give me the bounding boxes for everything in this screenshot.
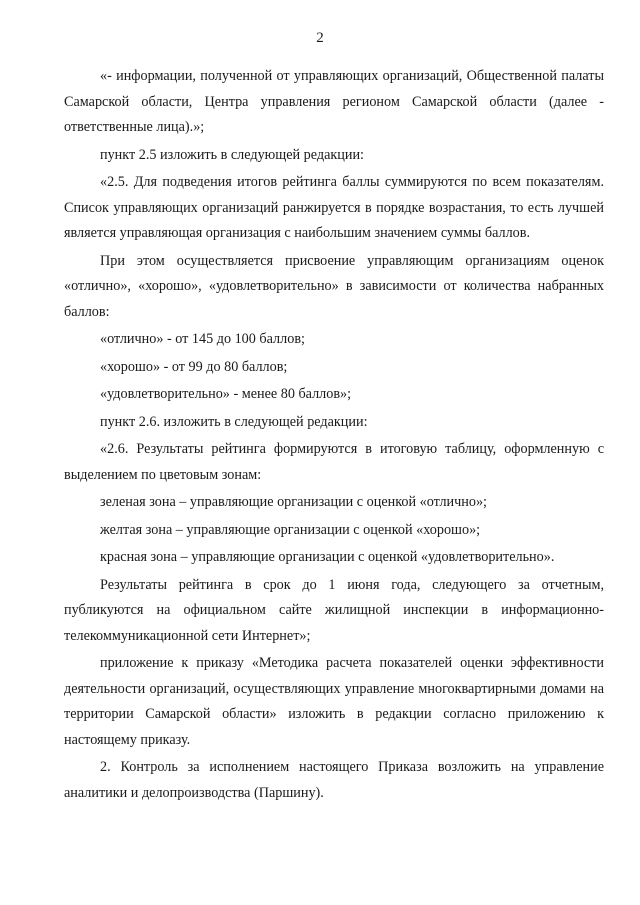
list-item-satisfactory: «удовлетворительно» - менее 80 баллов»; <box>100 386 352 402</box>
paragraph-clause-2-5: «2.5. Для подведения итогов рейтинга баллы суммируются по всем показателям. Список управляющих организаций ранжируется в порядке возрастания, то есть лучшей является управляющая организация с наибольшим значением суммы баллов. <box>64 174 604 241</box>
paragraph-clause-2-5-heading: пункт 2.5 изложить в следующей редакции: <box>100 146 364 163</box>
list-item-green-zone: зеленая зона – управляющие организации с оценкой «отлично»; <box>100 494 488 510</box>
paragraph-information-sources: «- информации, полученной от управляющих организаций, Общественной палаты Самарской области, Центра управления регионом Самарской области (далее - ответственные лица).»; <box>64 68 604 135</box>
paragraph-clause-2-6-heading: пункт 2.6. изложить в следующей редакции: <box>100 413 368 430</box>
paragraph-control: 2. Контроль за исполнением настоящего Приказа возложить на управление аналитики и делопроизводства (Паршину). <box>64 759 604 801</box>
document-body <box>64 64 604 806</box>
list-item-excellent: «отлично» - от 145 до 100 баллов; <box>100 331 305 347</box>
list-item-red-zone: красная зона – управляющие организации с оценкой «удовлетворительно». <box>100 549 555 565</box>
paragraph-appendix: приложение к приказу «Методика расчета показателей оценки эффективности деятельности организаций, осуществляющих управление многоквартирными домами на территории Самарской области» изложить в редакции согласно приложению к настоящему приказу. <box>64 655 604 748</box>
paragraph-grades-intro: При этом осуществляется присвоение управляющим организациям оценок «отлично», «хорошо», «удовлетворительно» в зависимости от количества набранных баллов: <box>64 252 604 320</box>
list-item-yellow-zone: желтая зона – управляющие организации с оценкой «хорошо»; <box>100 521 481 538</box>
paragraph-publication: Результаты рейтинга в срок до 1 июня года, следующего за отчетным, публикуются на официальном сайте жилищной инспекции в информационно-телекоммуникационной сети Интернет»; <box>64 576 604 644</box>
paragraph-clause-2-6: «2.6. Результаты рейтинга формируются в итоговую таблицу, оформленную с выделением по цветовым зонам: <box>64 441 604 483</box>
page-number: 2 <box>316 30 324 46</box>
list-item-good: «хорошо» - от 99 до 80 баллов; <box>100 358 288 375</box>
